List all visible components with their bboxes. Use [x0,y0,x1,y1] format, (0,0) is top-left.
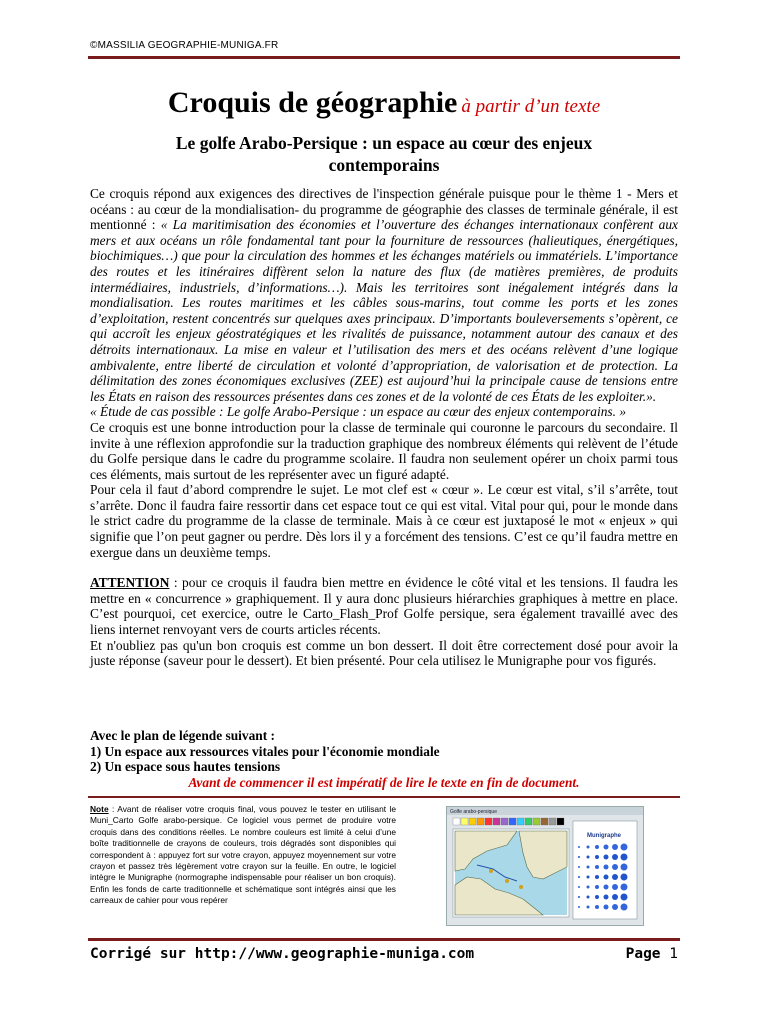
page-number [626,946,678,962]
munigraphe-symbol [595,885,599,889]
munigraphe-symbol [604,875,609,880]
palette-swatch [509,818,516,825]
body-text [90,186,678,669]
munigraphe-symbol [578,856,580,858]
palette-swatch [549,818,556,825]
munigraphe-symbol [578,886,580,888]
palette-swatch [469,818,476,825]
intro-quote: « La maritimisation des économies et l’ouverture des échanges internationaux confèrent aux mers et aux océans un rôle fondamental tant pour la fourniture de ressources (halieutiques, énergétiques, biochimiques…) que pour la circulation des hommes et les échanges matériels ou immatériels. L’importance des routes et les itinéraires diffèrent selon la nature des flux (de matières premières, de produits intermédiaires, industriels, d’informations…). Mais les territoires sont inégalement intégrés dans la mondialisation. Les routes maritimes et les câbles sous-marins, tout comme les ports et les zones d’exploitation, restent concentrés sur quelques axes principaux. D’importants bouleversements s’opèrent, ce qui accroît les enjeux géostratégiques et les rivalités de puissance, notamment autour des canaux et des détroits internationaux. La mise en valeur et l’utilisation des mers et des océans relèvent d’une logique ambivalente, entre liberté de circulation et volonté d’appropriation, de valorisation et de protection. La délimitation des zones économiques exclusives (ZEE) est aujourd’hui la principale cause de tensions entre les États en raison des ressources présentes dans ces zones et de la volonté de ces États de les exploiter.». [90,217,678,404]
note-divider [88,796,680,798]
munigraphe-symbol [621,884,628,891]
oil-marker [489,869,493,873]
palette-swatch [525,818,532,825]
munigraphe-symbol [587,856,590,859]
munigraphe-symbol [578,866,580,868]
munigraphe-symbol [587,876,590,879]
paragraph-1: Ce croquis est une bonne introduction pour la classe de terminale qui couronne le parcours du secondaire. Il invite à une réflexion approfondie sur la traduction graphique des nombreux éléments qui relèvent de l’étude du Golfe persique dans le cadre du programme scolaire. Il faudra non seulement opérer un choix parmi tous ces éléments, mais surtout de les représenter avec un figuré adapté. [90,419,678,482]
page-title [88,86,680,120]
munigraphe-symbol [612,894,618,900]
footer-divider [88,938,680,941]
munigraphe-symbol [612,864,618,870]
munigraphe-symbol [587,866,590,869]
page-label: Page [625,946,661,962]
munigraphe-symbol [621,854,628,861]
intro-paragraph [90,186,678,404]
munigraphe-symbol [604,855,609,860]
title-main: Croquis de géographie [167,86,458,119]
munigraphe-symbol [612,844,618,850]
munigraphe-symbol [612,904,618,910]
palette-swatch [461,818,468,825]
software-screenshot [446,806,644,926]
munigraphe-symbol [604,845,609,850]
attention-text: : pour ce croquis il faudra bien mettre en évidence le côté vital et les tensions. Il faudra les mettre en « concurrence » graphiquement. Il y aura donc plusieurs hiérarchies graphiques à mettre en place. C’est pourquoi, cet exercice, outre le Carto_Flash_Prof Golfe persique, sera également travaillé avec des liens internet renvoyant vers de courts articles récents. [90,575,678,638]
header-copyright: ©MASSILIA GEOGRAPHIE-MUNIGA.FR [90,40,279,51]
paragraph-2: Pour cela il faut d’abord comprendre le sujet. Le mot clef est « cœur ». Le cœur est vital, s’il s’arrête, tout s’arrête. Donc il faudra faire ressortir dans cet espace tout ce qui est vital. Vital pour qui, pour le monde dans le strict cadre du programme de la classe de terminale. Mais à ce cœur est juxtaposé le mot « enjeux » qui signifie que l’on peut gagner ou perdre. Dès lors il y a forcément des tensions. C’est ce qu’il faudra mettre en exergue dans un deuxième temps. [90,482,678,560]
note-label: Note [90,804,109,814]
munigraphe-symbol [578,846,580,848]
legend-plan [90,728,678,790]
footer-link[interactable]: Corrigé sur http://www.geographie-muniga.com [90,946,475,962]
palette-swatch [493,818,500,825]
screenshot-window-title: Golfe arabo-persique [450,809,497,815]
palette-swatch [541,818,548,825]
legend-intro: Avec le plan de légende suivant : [90,728,275,743]
palette-swatch [477,818,484,825]
munigraphe-symbol [604,885,609,890]
legend-item-2: 2) Un espace sous hautes tensions [90,759,281,775]
note-block [90,804,396,907]
munigraphe-symbol [578,896,580,898]
munigraphe-symbol [621,844,628,851]
munigraphe-symbol [621,904,628,911]
note-text: : Avant de réaliser votre croquis final, vous pouvez le tester en utilisant le Muni_Carto Golfe arabo-persique. Ce logiciel vous permet de produire votre croquis dans des conditions réelles. Le nombre couleurs est limité à celui d’une boîte traditionnelle de crayons de couleurs, trois dégradés sont disponibles qui correspondent à : appuyez fort sur votre crayon, appuyez moyennement sur votre crayon et passez très légèrement votre crayon sur la feuille. En outre, le logiciel intègre le Munigraphe (normographe indispensable pour réaliser un bon croquis). Enfin les fonds de carte traditionnelle et schématique sont intégrés ainsi que les carreaux de cahier pour vous repérer [90,804,396,906]
munigraphe-symbol [595,905,599,909]
munigraphe-symbol [587,886,590,889]
palette-swatch [517,818,524,825]
palette-swatch [453,818,460,825]
munigraphe-symbol [578,906,580,908]
oil-marker [519,885,523,889]
munigraphe-title: Munigraphe [587,833,621,839]
munigraphe-symbol [612,874,618,880]
attention-paragraph [90,575,678,637]
munigraphe-symbol [595,895,599,899]
munigraphe-symbol [595,865,599,869]
munigraphe-symbol [604,895,609,900]
legend-warning: Avant de commencer il est impératif de lire le texte en fin de document. [188,774,580,790]
attention-label: ATTENTION [90,575,170,591]
software-screenshot-drawing [447,807,643,925]
munigraphe-symbol [621,874,628,881]
munigraphe-symbol [621,894,628,901]
palette-swatch [557,818,564,825]
munigraphe-symbol [595,875,599,879]
header-divider [88,56,680,59]
munigraphe-symbol [595,845,599,849]
legend-item-1: 1) Un espace aux ressources vitales pour l'économie mondiale [90,743,440,759]
case-study-line: « Étude de cas possible : Le golfe Arabo-Persique : un espace au cœur des enjeux contemporains. » [90,404,627,420]
munigraphe-symbol [621,864,628,871]
page-number-value: 1 [669,946,678,962]
munigraphe-symbol [587,896,590,899]
munigraphe-symbol [604,865,609,870]
munigraphe-symbol [595,855,599,859]
palette-swatch [485,818,492,825]
palette-swatch [501,818,508,825]
title-sub: à partir d’un texte [461,96,601,117]
intro-plain: Ce croquis répond aux exigences des directives de l'inspection générale puisque pour le thème 1 - Mers et océans : au cœur de la mondialisation- du programme de géographie des classes de terminale générale, il est mentionné : [90,186,678,233]
page-subtitle: Le golfe Arabo-Persique : un espace au cœur des enjeux contemporains [175,133,593,175]
munigraphe-symbol [587,846,590,849]
paragraph-3: Et n'oubliez pas qu'un bon croquis est comme un bon dessert. Il doit être correctement dosé pour avoir la juste réponse (saveur pour le dessert). Et bien présenté. Pour cela utilisez le Munigraphe pour vos figurés. [90,637,678,669]
munigraphe-symbol [578,876,580,878]
munigraphe-symbol [604,905,609,910]
oil-marker [505,879,509,883]
palette-swatch [533,818,540,825]
munigraphe-symbol [612,854,618,860]
munigraphe-symbol [612,884,618,890]
munigraphe-symbol [587,906,590,909]
